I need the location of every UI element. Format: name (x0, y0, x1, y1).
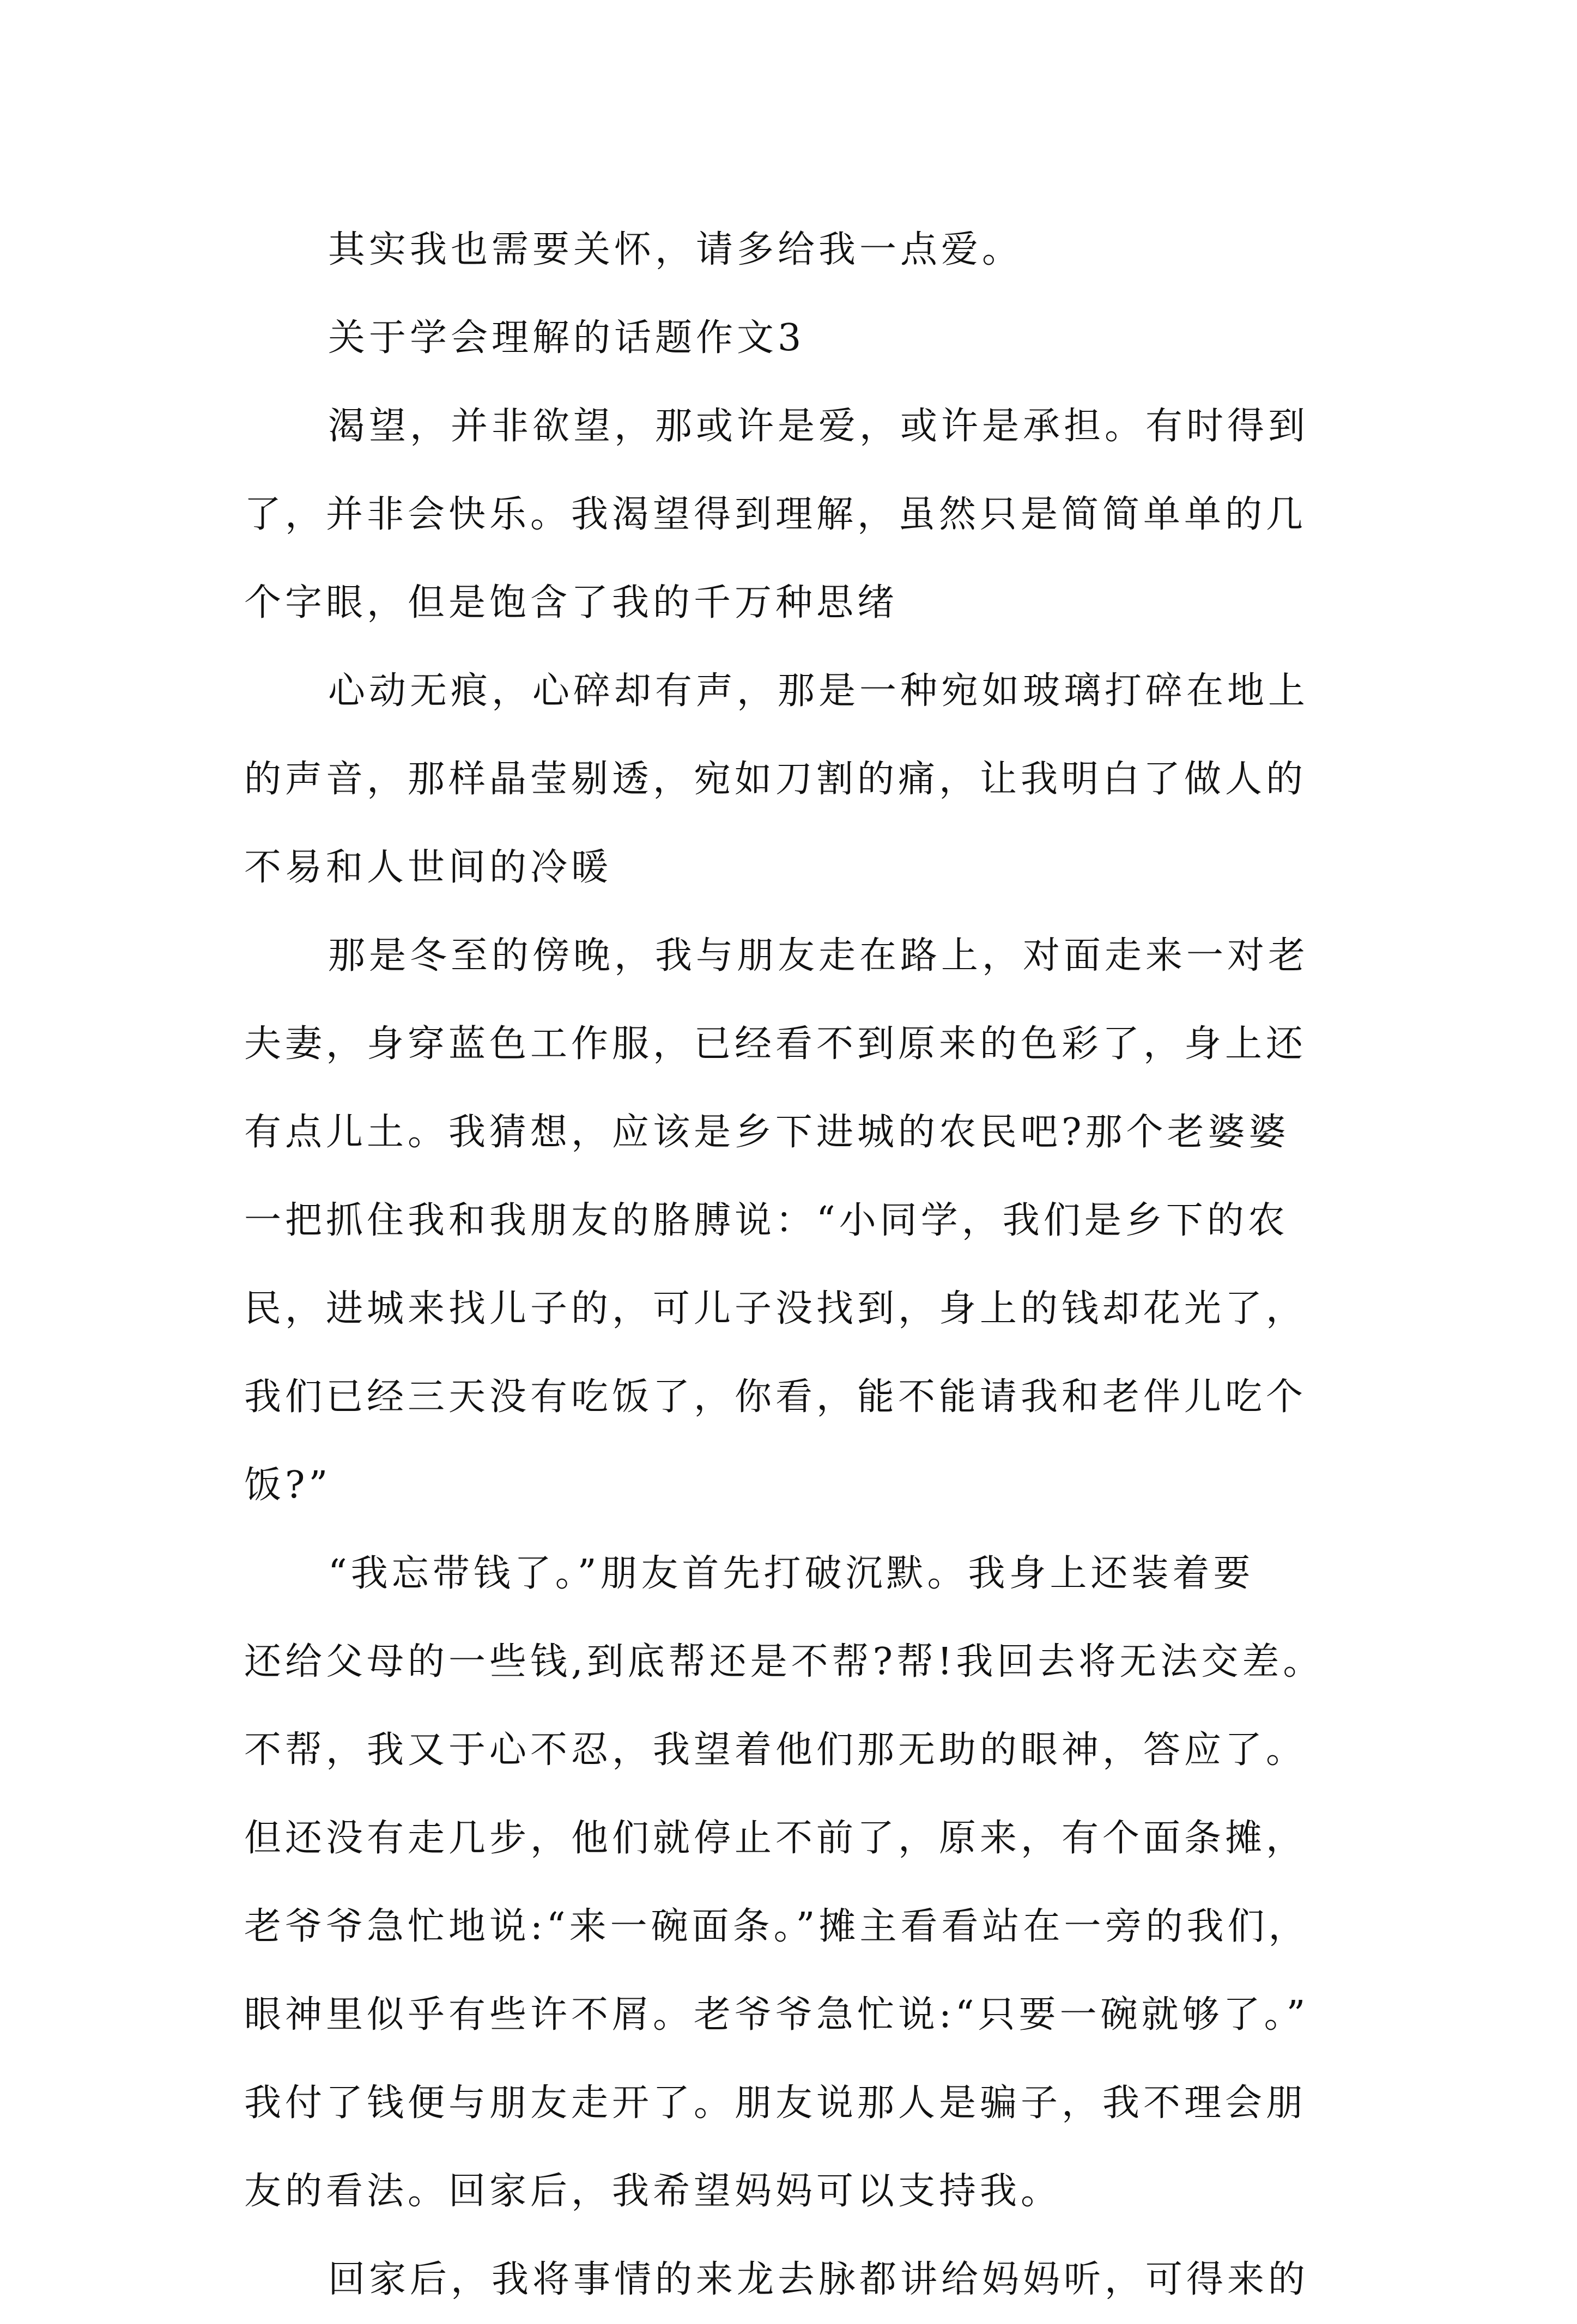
text-line: 友的看法。回家后，我希望妈妈可以支持我。 (244, 2170, 1062, 2213)
section-heading: 关于学会理解的话题作文3 (328, 317, 805, 360)
text-line: 夫妻，身穿蓝色工作服，已经看不到原来的色彩了，身上还 (244, 1023, 1307, 1066)
text-line: 的声音，那样晶莹剔透，宛如刀割的痛，让我明白了做人的 (244, 758, 1307, 801)
text-line: 回家后，我将事情的来龙去脉都讲给妈妈听，可得来的 (328, 2258, 1309, 2301)
text-line: 渴望，并非欲望，那或许是爱，或许是承担。有时得到 (328, 405, 1309, 448)
text-line: 但还没有走几步，他们就停止不前了，原来，有个面条摊， (244, 1817, 1307, 1860)
text-line: 个字眼，但是饱含了我的千万种思绪 (244, 581, 899, 624)
body-text (244, 206, 1394, 2324)
text-line: 一把抓住我和我朋友的胳膊说：“小同学，我们是乡下的农 (244, 1199, 1289, 1242)
text-line: 不易和人世间的冷暖 (244, 846, 612, 889)
text-line: 饭?” (244, 1464, 332, 1507)
text-line: “我忘带钱了。”朋友首先打破沉默。我身上还装着要 (328, 1552, 1254, 1595)
text-line: 了，并非会快乐。我渴望得到理解，虽然只是简简单单的几 (244, 493, 1307, 536)
text-line: 我们已经三天没有吃饭了，你看，能不能请我和老伴儿吃个 (244, 1376, 1307, 1419)
text-line: 那是冬至的傍晚，我与朋友走在路上，对面走来一对老 (328, 934, 1309, 977)
text-line: 还给父母的一些钱,到底帮还是不帮?帮!我回去将无法交差。 (244, 1640, 1324, 1683)
text-line: 有点儿土。我猜想，应该是乡下进城的农民吧?那个老婆婆 (244, 1111, 1290, 1154)
text-line: 心动无痕，心碎却有声，那是一种宛如玻璃打碎在地上 (328, 670, 1309, 713)
text-line: 老爷爷急忙地说:“来一碗面条。”摊主看看站在一旁的我们， (244, 1905, 1309, 1948)
text-line: 其实我也需要关怀，请多给我一点爱。 (328, 228, 1023, 271)
text-line: 民，进城来找儿子的，可儿子没找到，身上的钱却花光了， (244, 1287, 1307, 1330)
text-line: 不帮，我又于心不忍，我望着他们那无助的眼神，答应了。 (244, 1729, 1307, 1772)
text-line: 眼神里似乎有些许不屑。老爷爷急忙说:“只要一碗就够了。” (244, 1993, 1309, 2036)
text-line: 我付了钱便与朋友走开了。朋友说那人是骗子，我不理会朋 (244, 2082, 1307, 2125)
